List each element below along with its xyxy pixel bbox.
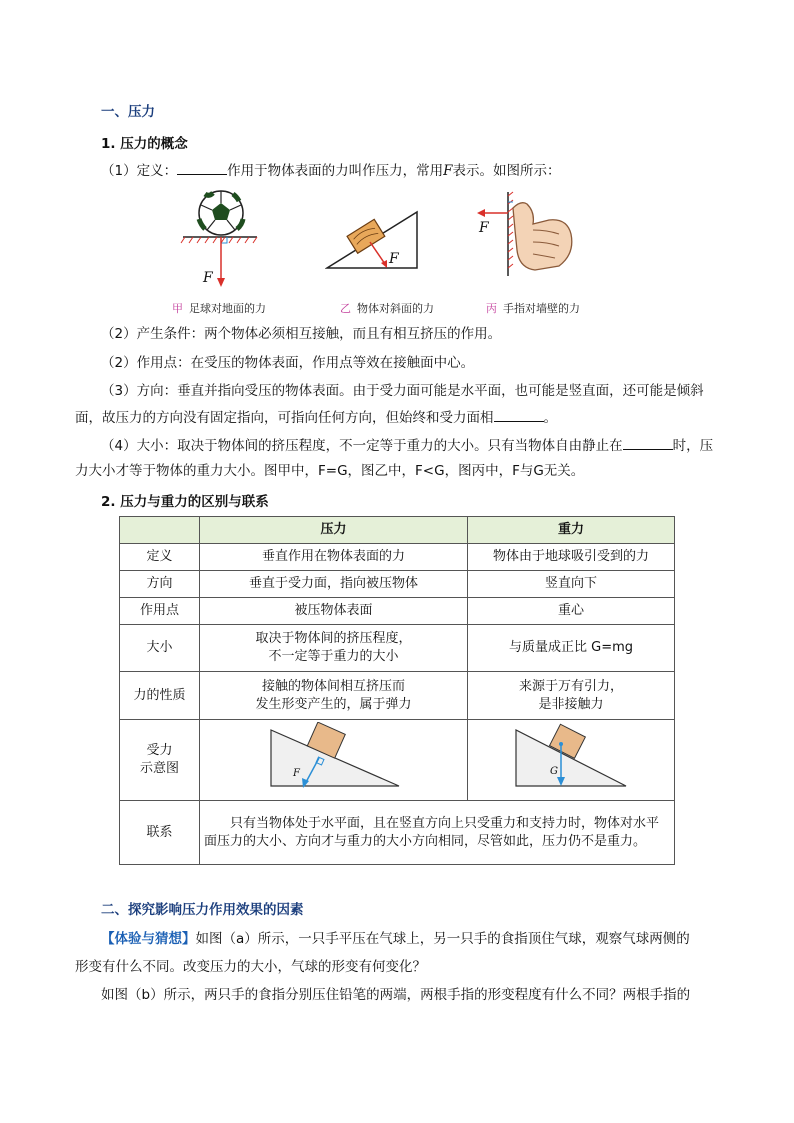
table-row (120, 801, 675, 865)
cell-grav: 来源于万有引力， 是非接触力 (468, 672, 675, 720)
experiment-line-2: 形变有什么不同。改变压力的大小，气球的形变有何变化？ (75, 959, 426, 975)
cell-press-diagram (200, 720, 468, 801)
subheading-concept: 1. 压力的概念 (101, 136, 188, 152)
compare-table (119, 516, 675, 865)
table-row (120, 544, 675, 571)
caption-incline: 乙 物体对斜面的力 (340, 302, 434, 315)
row-label: 方向 (120, 571, 200, 598)
size-line-1: （4）大小：取决于物体间的挤压程度，不一定等于重力的大小。只有当物体自由静止在 时，压 (101, 435, 713, 456)
table-row (120, 672, 675, 720)
figure-finger-wall (475, 190, 585, 280)
caption-wall: 丙 手指对墙壁的力 (486, 302, 580, 315)
force-label: F (292, 768, 300, 779)
table-header-row (120, 517, 675, 544)
cell-press: 接触的物体间相互挤压而 发生形变产生的，属于弹力 (200, 672, 468, 720)
force-label: F (203, 270, 213, 286)
table-header (120, 517, 200, 544)
experiment-line-1: 【体验与猜想】如图（a）所示，一只手平压在气球上，另一只手的食指顶住气球，观察气球两侧的 (101, 931, 690, 947)
cell-relation: 只有当物体处于水平面，且在竖直方向上只受重力和支持力时，物体对水平面压力的大小、方向才与重力的大小方向相同，尽管如此，压力仍不是重力。 (200, 801, 675, 865)
cell-grav: 竖直向下 (468, 571, 675, 598)
condition-line: （2）产生条件：两个物体必须相互接触，而且有相互挤压的作用。 (101, 326, 502, 342)
cell-press: 取决于物体间的挤压程度， 不一定等于重力的大小 (200, 625, 468, 672)
size-blank[interactable] (623, 435, 673, 450)
row-label: 作用点 (120, 598, 200, 625)
table-header: 压力 (200, 517, 468, 544)
figure-ball-ground (175, 185, 275, 290)
cell-press: 垂直作用在物体表面的力 (200, 544, 468, 571)
def-var: F (443, 163, 453, 179)
cell-press: 垂直于受力面，指向被压物体 (200, 571, 468, 598)
force-label: F (479, 220, 489, 236)
table-row (120, 720, 675, 801)
direction-blank[interactable] (494, 407, 544, 422)
table-row (120, 571, 675, 598)
table-header: 重力 (468, 517, 675, 544)
section-heading-pressure: 一、压力 (101, 104, 155, 120)
cell-grav-diagram (468, 720, 675, 801)
section-heading-factors: 二、探究影响压力作用效果的因素 (101, 902, 304, 918)
direction-line-1: （3）方向：垂直并指向受压的物体表面。由于受力面可能是水平面，也可能是竖直面，还可能是倾斜 (101, 383, 704, 399)
subheading-compare: 2. 压力与重力的区别与联系 (101, 494, 269, 510)
soccer-ball-icon (199, 191, 243, 235)
cell-grav: 与质量成正比 G=mg (468, 625, 675, 672)
thumb-hand-icon (513, 203, 572, 270)
gravity-diagram (506, 722, 636, 792)
experiment-tag: 【体验与猜想】 (101, 931, 196, 947)
row-label: 定义 (120, 544, 200, 571)
experiment-line-3: 如图（b）所示，两只手的食指分别压住铅笔的两端，两根手指的形变程度有什么不同？两根手指的 (101, 987, 691, 1003)
def-blank[interactable] (177, 160, 227, 175)
def-suffix: 作用于物体表面的力叫作压力，常用 (227, 163, 444, 179)
direction-line-2: 面，故压力的方向没有固定指向，可指向任何方向，但始终和受力面相 。 (75, 407, 557, 428)
cell-grav: 物体由于地球吸引受到的力 (468, 544, 675, 571)
cell-grav: 重心 (468, 598, 675, 625)
table-row (120, 625, 675, 672)
gravity-label: G (550, 766, 558, 777)
def-prefix: （1）定义： (101, 163, 178, 179)
force-label: F (389, 251, 399, 267)
figure-block-incline (325, 210, 425, 280)
caption-ball: 甲 足球对地面的力 (172, 302, 266, 315)
row-label: 大小 (120, 625, 200, 672)
row-label: 受力 示意图 (120, 720, 200, 801)
size-line-2: 力大小才等于物体的重力大小。图甲中，F=G，图乙中，F<G，图丙中，F与G无关。 (75, 463, 585, 479)
table-row (120, 598, 675, 625)
row-label: 力的性质 (120, 672, 200, 720)
pressure-diagram (259, 722, 409, 792)
cell-press: 被压物体表面 (200, 598, 468, 625)
definition-line (101, 160, 560, 181)
row-label: 联系 (120, 801, 200, 865)
action-point-line: （2）作用点：在受压的物体表面，作用点等效在接触面中心。 (101, 355, 475, 371)
def-end: 表示。如图所示： (452, 163, 561, 179)
